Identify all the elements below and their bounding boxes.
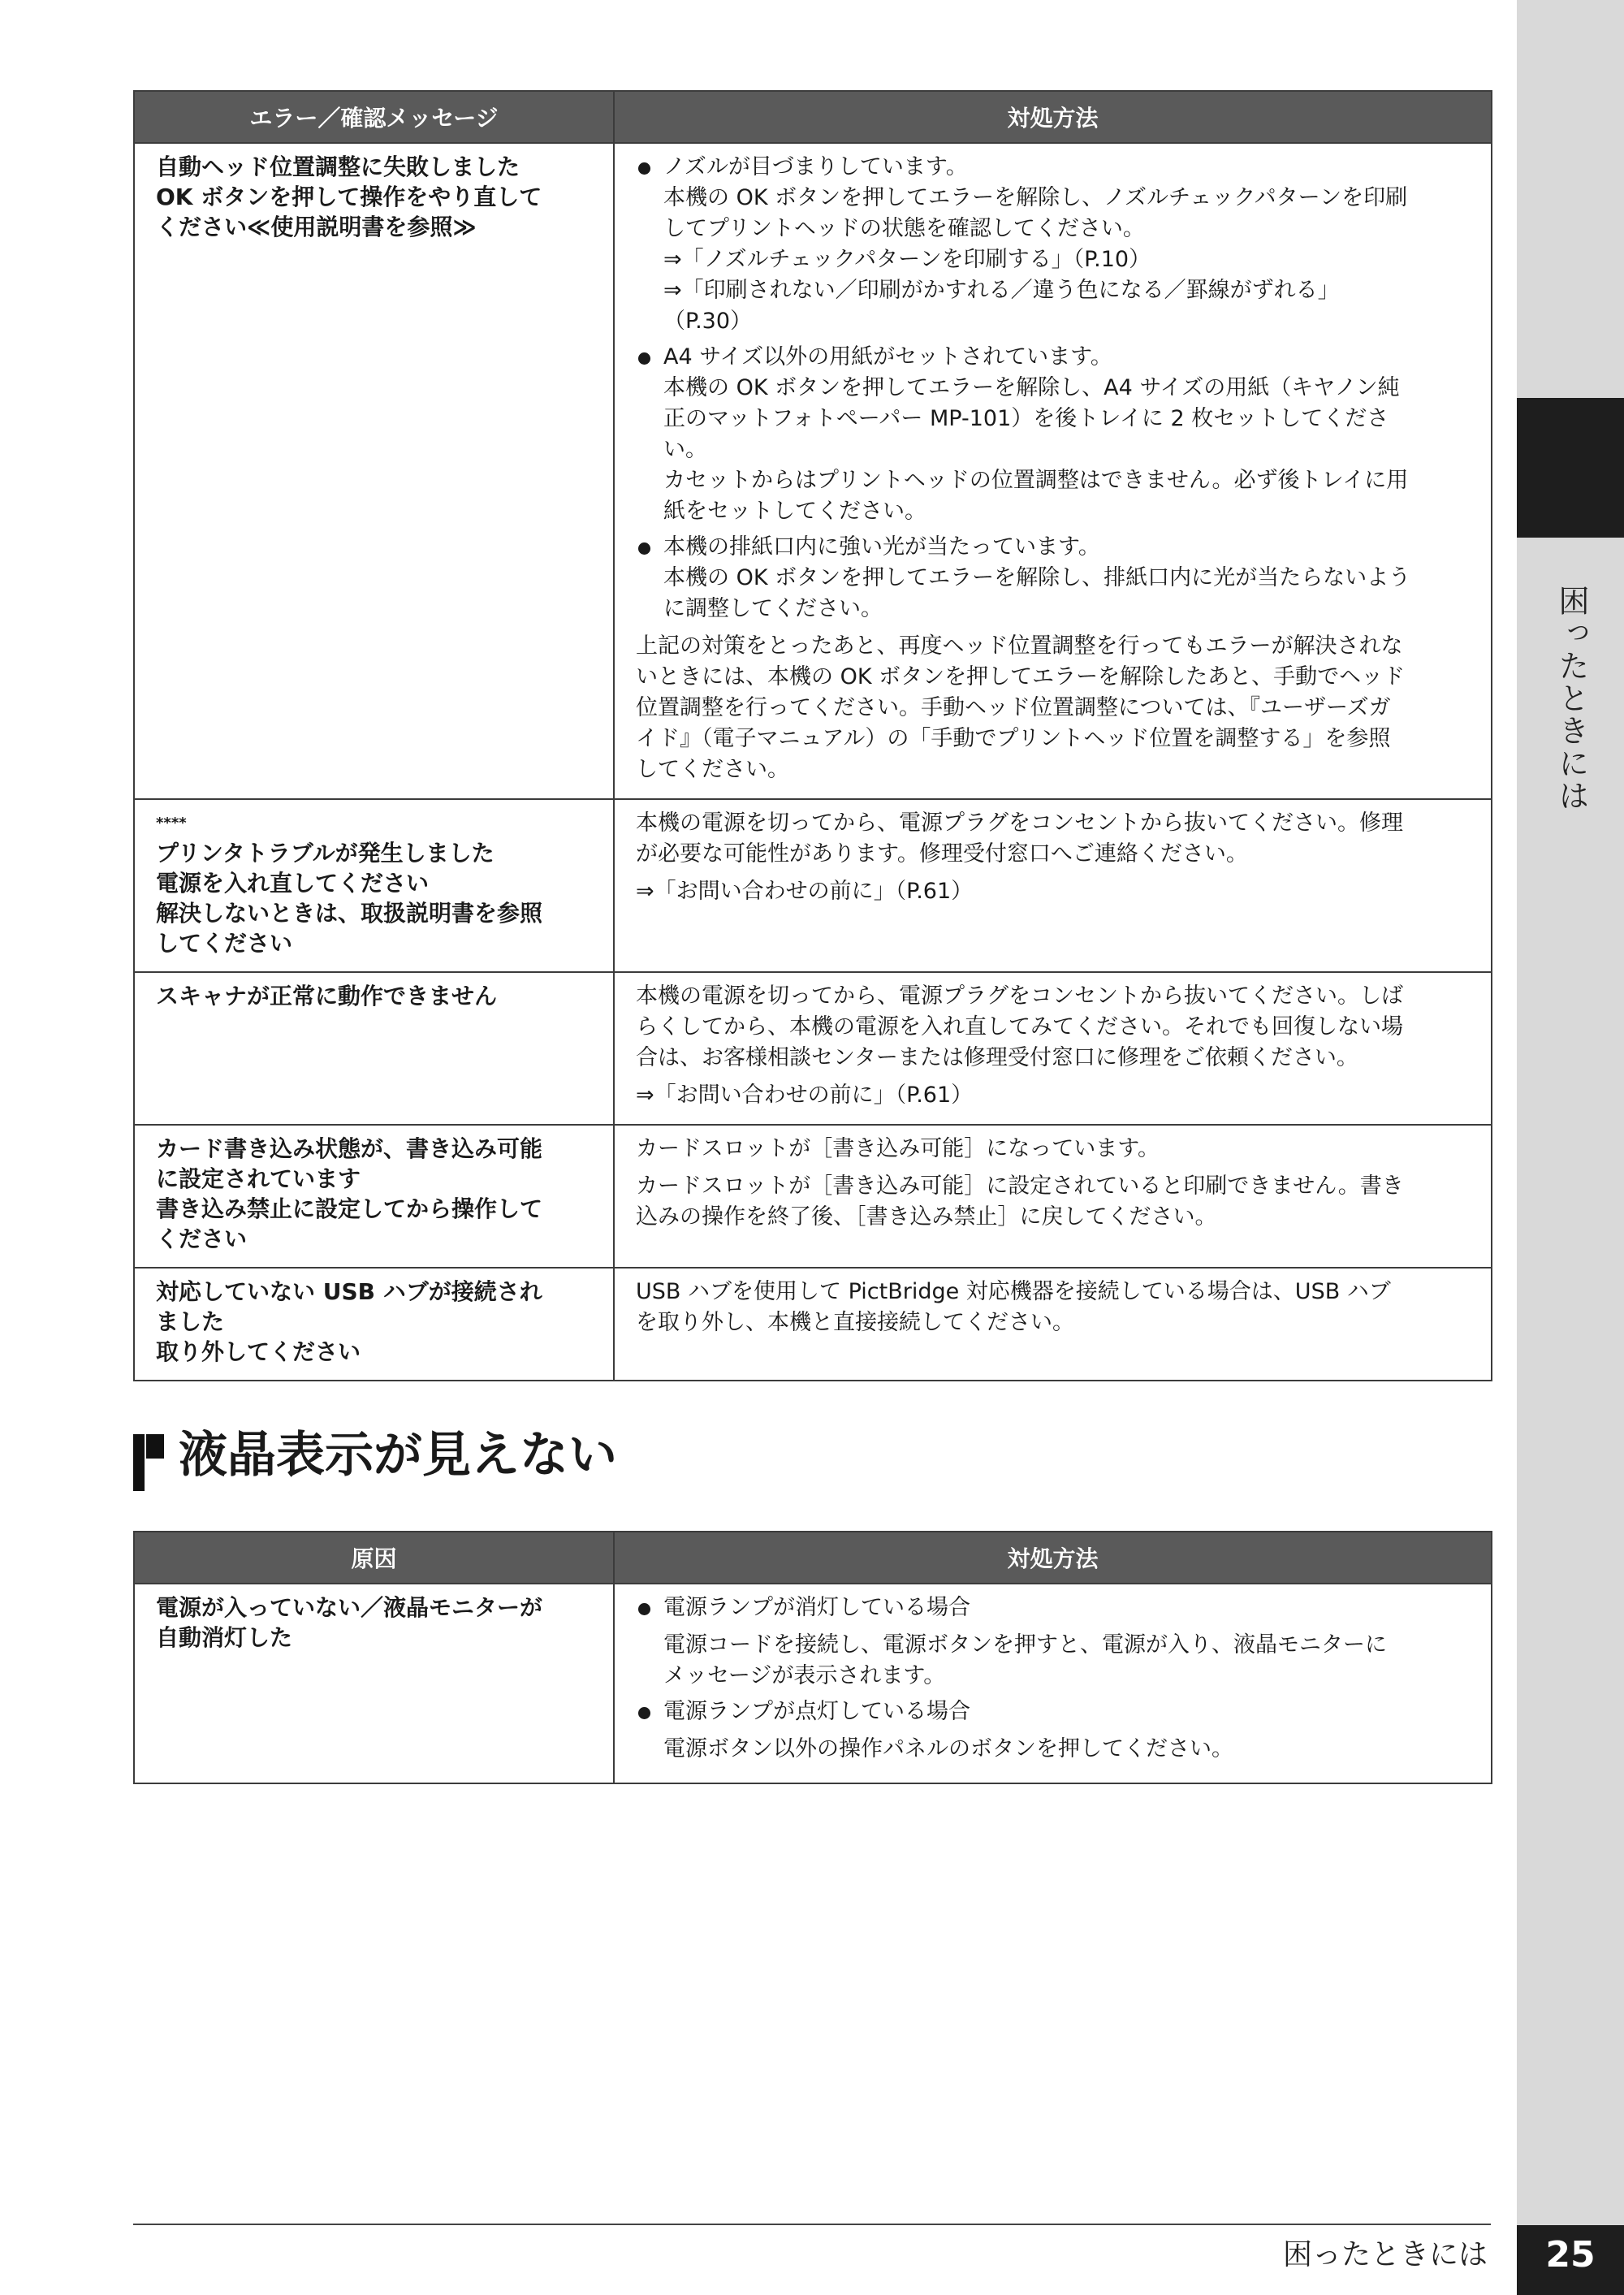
bullet-detail-line: 本機の OK ボタンを押してエラーを解除し、ノズルチェックパターンを印刷 — [663, 185, 1408, 210]
lcd-trouble-table — [133, 1531, 1492, 1784]
bullet-detail-line: い。 — [663, 437, 707, 462]
error-message-cell — [134, 143, 614, 799]
bullet-detail-line: 電源ボタン以外の操作パネルのボタンを押してください。 — [663, 1736, 1233, 1761]
bullet-detail-line: してプリントヘッドの状態を確認してください。 — [663, 216, 1145, 241]
cross-reference: ⇒「ノズルチェックパターンを印刷する」（P.10） — [663, 247, 1151, 272]
table-row — [134, 1125, 1492, 1268]
cross-reference: ⇒「お問い合わせの前に」（P.61） — [636, 879, 974, 904]
error-message-cell — [134, 799, 614, 972]
remedy-line: 本機の電源を切ってから、電源プラグをコンセントから抜いてください。しば — [636, 983, 1403, 1009]
cross-reference: ⇒「お問い合わせの前に」（P.61） — [636, 1083, 974, 1108]
table-row — [134, 972, 1492, 1125]
remedy-line: が必要な可能性があります。修理受付窓口へご連絡ください。 — [636, 841, 1248, 867]
page-number: 25 — [1517, 2225, 1624, 2295]
table-header-row — [134, 91, 1492, 143]
section-title: 液晶表示が見えない — [179, 1427, 617, 1484]
message-line: 書き込み禁止に設定してから操作して — [156, 1195, 543, 1222]
message-line: 解決しないときは、取扱説明書を参照 — [156, 900, 543, 927]
bullet-text: 電源ランプが消灯している場合 — [663, 1595, 970, 1620]
table-row — [134, 1268, 1492, 1381]
remedy-line: を取り外し、本機と直接接続してください。 — [636, 1310, 1074, 1335]
remedy-line: 本機の電源を切ってから、電源プラグをコンセントから抜いてください。修理 — [636, 810, 1403, 836]
remedy-cell — [614, 972, 1492, 1125]
message-line: 電源を入れ直してください — [156, 870, 430, 897]
message-line: ました — [156, 1308, 225, 1335]
message-line: スキャナが正常に動作できません — [156, 983, 498, 1009]
heading-marker-icon — [133, 1434, 145, 1491]
bullet-detail-line: 電源コードを接続し、電源ボタンを押すと、電源が入り、液晶モニターに — [663, 1632, 1387, 1658]
note-paragraph — [636, 631, 1471, 785]
message-line: 自動ヘッド位置調整に失敗しました — [156, 153, 520, 180]
error-message-cell — [134, 1268, 614, 1381]
cause-cell — [134, 1584, 614, 1783]
remedy-cell — [614, 143, 1492, 799]
message-line: 対応していない USB ハブが接続され — [156, 1278, 542, 1305]
table-header-row — [134, 1532, 1492, 1584]
bullet-detail-line: に調整してください。 — [663, 596, 883, 621]
message-line: OK ボタンを押して操作をやり直して — [156, 184, 542, 210]
message-line: カード書き込み状態が、書き込み可能 — [156, 1135, 543, 1162]
bullet-detail-line: （P.30） — [663, 309, 753, 334]
heading-marker-icon — [146, 1434, 164, 1459]
remedy-line: 込みの操作を終了後、［書き込み禁止］に戻してください。 — [636, 1204, 1217, 1230]
remedy-cell — [614, 1584, 1492, 1783]
message-line: してください — [156, 930, 293, 957]
bullet-list — [636, 152, 1471, 625]
message-line: に設定されています — [156, 1165, 361, 1192]
bullet-detail-line: 本機の OK ボタンを押してエラーを解除し、排紙口内に光が当たらないよう — [663, 565, 1411, 590]
chapter-side-label: 困ったときには — [1553, 585, 1589, 812]
error-message-cell — [134, 972, 614, 1125]
remedy-cell — [614, 799, 1492, 972]
bullet-list — [636, 1593, 1471, 1765]
column-header-cause: 原因 — [134, 1532, 614, 1584]
remedy-line: カードスロットが［書き込み可能］に設定されていると印刷できません。書き — [636, 1173, 1404, 1199]
remedy-cell — [614, 1125, 1492, 1268]
chapter-tab-marker — [1517, 398, 1624, 538]
table-row — [134, 1584, 1492, 1783]
remedy-line: カードスロットが［書き込み可能］になっています。 — [636, 1136, 1160, 1161]
message-line: ください — [156, 1225, 248, 1252]
message-line: プリンタトラブルが発生しました — [156, 840, 495, 867]
note-line: 上記の対策をとったあと、再度ヘッド位置調整を行ってもエラーが解決されな — [636, 633, 1403, 659]
message-line: ください≪使用説明書を参照≫ — [156, 214, 477, 240]
bullet-text: 電源ランプが点灯している場合 — [663, 1699, 970, 1724]
footer-section-label: 困ったときには — [1282, 2238, 1488, 2271]
column-header-remedy: 対処方法 — [614, 1532, 1492, 1584]
bullet-item — [636, 532, 1471, 625]
remedy-line: 合は、お客様相談センターまたは修理受付窓口に修理をご依頼ください。 — [636, 1045, 1358, 1070]
bullet-item — [636, 342, 1471, 527]
remedy-cell — [614, 1268, 1492, 1381]
bullet-detail-line: 正のマットフォトペーパー MP-101）を後トレイに 2 枚セットしてくださ — [663, 406, 1389, 431]
bullet-detail-line: メッセージが表示されます。 — [663, 1663, 946, 1688]
error-message-cell — [134, 1125, 614, 1268]
bullet-detail-line: 紙をセットしてください。 — [663, 499, 926, 524]
note-line: 位置調整を行ってください。手動ヘッド位置調整については、『ユーザーズガ — [636, 695, 1391, 720]
table-row — [134, 799, 1492, 972]
remedy-line: USB ハブを使用して PictBridge 対応機器を接続している場合は、USB ハブ — [636, 1279, 1391, 1304]
side-strip — [1517, 0, 1624, 2295]
bullet-item — [636, 1593, 1471, 1692]
bullet-item — [636, 152, 1471, 337]
message-line: 取り外してください — [156, 1338, 361, 1365]
column-header-remedy: 対処方法 — [614, 91, 1492, 143]
remedy-line: らくしてから、本機の電源を入れ直してみてください。それでも回復しない場 — [636, 1014, 1403, 1039]
column-header-message: エラー／確認メッセージ — [134, 91, 614, 143]
bullet-text: 本機の排紙口内に強い光が当たっています。 — [663, 534, 1100, 560]
error-message-table — [133, 90, 1492, 1381]
bullet-text: ノズルが目づまりしています。 — [663, 154, 968, 179]
bullet-text: A4 サイズ以外の用紙がセットされています。 — [663, 344, 1112, 370]
error-code-stars: **** — [156, 815, 187, 832]
bullet-detail-line: カセットからはプリントヘッドの位置調整はできません。必ず後トレイに用 — [663, 468, 1409, 493]
footer-rule — [133, 2224, 1491, 2225]
bullet-detail-line: 本機の OK ボタンを押してエラーを解除し、A4 サイズの用紙（キヤノン純 — [663, 375, 1400, 400]
note-line: してください。 — [636, 757, 789, 782]
note-line: イド』（電子マニュアル）の「手動でプリントヘッド位置を調整する」を参照 — [636, 726, 1391, 751]
cross-reference: ⇒「印刷されない／印刷がかすれる／違う色になる／罫線がずれる」 — [663, 278, 1340, 303]
note-line: いときには、本機の OK ボタンを押してエラーを解除したあと、手動でヘッド — [636, 664, 1406, 689]
cause-line: 電源が入っていない／液晶モニターが — [156, 1594, 543, 1621]
table-row — [134, 143, 1492, 799]
cause-line: 自動消灯した — [156, 1624, 293, 1651]
bullet-item — [636, 1696, 1471, 1765]
